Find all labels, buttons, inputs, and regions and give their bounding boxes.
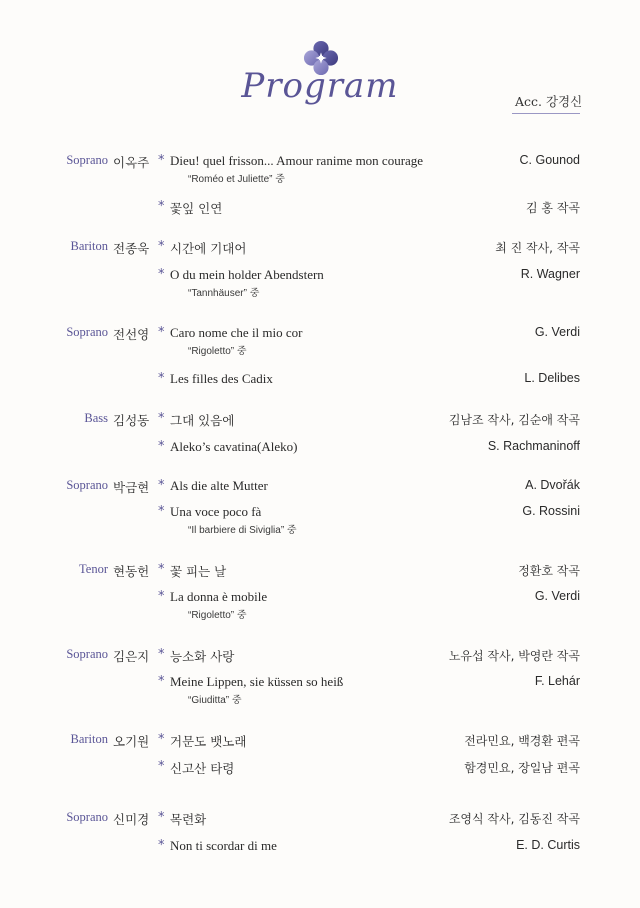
opera-source: “Il barbiere di Siviglia” 중 [188,525,297,536]
song-title: Als die alte Mutter [170,478,268,493]
divider [512,113,580,114]
composer-credit: S. Rachmaninoff [487,439,580,453]
voice-type: Bass [84,411,108,425]
composer-credit: 정환호 작곡 [518,564,580,578]
song-title: Non ti scordar di me [170,838,277,853]
singer-name: 김은지 [113,649,150,664]
asterisk-icon: * [158,647,165,662]
song-title: 꽃잎 인연 [170,201,223,216]
singer-name: 이옥주 [113,155,150,170]
song-title: Una voce poco fà [170,504,262,519]
singer-name: 김성동 [113,413,150,428]
song-title: O du mein holder Abendstern [170,267,324,282]
composer-credit: E. D. Curtis [516,838,580,852]
asterisk-icon: * [158,371,165,386]
singer-name: 현동헌 [113,564,150,579]
composer-credit: G. Rossini [522,504,580,518]
asterisk-icon: * [158,267,165,282]
asterisk-icon: * [158,674,165,689]
composer-credit: G. Verdi [534,589,580,603]
asterisk-icon: * [158,478,165,493]
opera-source: “Giuditta” 중 [188,695,242,706]
composer-credit: 조영식 작사, 김동진 작곡 [448,812,580,826]
voice-type: Soprano [66,325,108,339]
page-title: Program [241,66,399,106]
asterisk-icon: * [158,810,165,825]
song-title: 신고산 타령 [170,761,235,776]
asterisk-icon: * [158,153,165,168]
asterisk-icon: * [158,439,165,454]
song-title: 목련화 [170,812,207,827]
song-title: Les filles des Cadix [170,371,273,386]
composer-credit: 김 홍 작곡 [526,201,580,215]
song-title: Meine Lippen, sie küssen so heiß [170,674,344,689]
asterisk-icon: * [158,589,165,604]
song-title: 거문도 뱃노래 [170,734,247,749]
song-title: La donna è mobile [170,589,268,604]
composer-credit: 전라민요, 백경환 편곡 [464,734,580,748]
voice-type: Bariton [70,239,108,253]
song-title: 시간에 기대어 [170,241,247,256]
voice-type: Soprano [66,810,108,824]
singer-name: 오기원 [113,734,150,749]
asterisk-icon: * [158,838,165,853]
asterisk-icon: * [158,759,165,774]
opera-source: “Tannhäuser” 중 [188,288,260,299]
voice-type: Soprano [66,153,108,167]
song-title: 능소화 사랑 [170,649,235,664]
song-title: Caro nome che il mio cor [170,325,303,340]
singer-name: 전선영 [113,327,150,342]
asterisk-icon: * [158,732,165,747]
opera-source: “Rigoletto” 중 [188,346,247,357]
song-title: 꽃 피는 날 [170,564,227,579]
singer-name: 신미경 [113,812,150,827]
asterisk-icon: * [158,325,165,340]
asterisk-icon: * [158,504,165,519]
asterisk-icon: * [158,562,165,577]
asterisk-icon: * [158,411,165,426]
asterisk-icon: * [158,239,165,254]
composer-credit: 함경민요, 장일남 편곡 [464,761,580,775]
accompanist-label: Acc. 강경신 [515,94,583,109]
song-title: 그대 있음에 [170,413,235,428]
composer-credit: L. Delibes [524,371,580,385]
composer-credit: F. Lehár [534,674,580,688]
voice-type: Soprano [66,647,108,661]
composer-credit: 김남조 작사, 김순애 작곡 [448,413,580,427]
voice-type: Bariton [70,732,108,746]
composer-credit: C. Gounod [519,153,580,167]
composer-credit: R. Wagner [520,267,580,281]
asterisk-icon: * [158,199,165,214]
singer-name: 전종욱 [113,241,150,256]
composer-credit: G. Verdi [534,325,580,339]
composer-credit: 최 진 작사, 작곡 [495,241,580,255]
song-title: Dieu! quel frisson... Amour ranime mon courage [170,153,424,168]
opera-source: “Rigoletto” 중 [188,610,247,621]
composer-credit: A. Dvořák [525,478,580,492]
voice-type: Tenor [79,562,108,576]
opera-source: “Roméo et Juliette” 중 [188,174,285,185]
song-title: Aleko’s cavatina(Aleko) [170,439,298,454]
composer-credit: 노유섭 작사, 박영란 작곡 [448,649,580,663]
singer-name: 박금현 [113,480,150,495]
voice-type: Soprano [66,478,108,492]
